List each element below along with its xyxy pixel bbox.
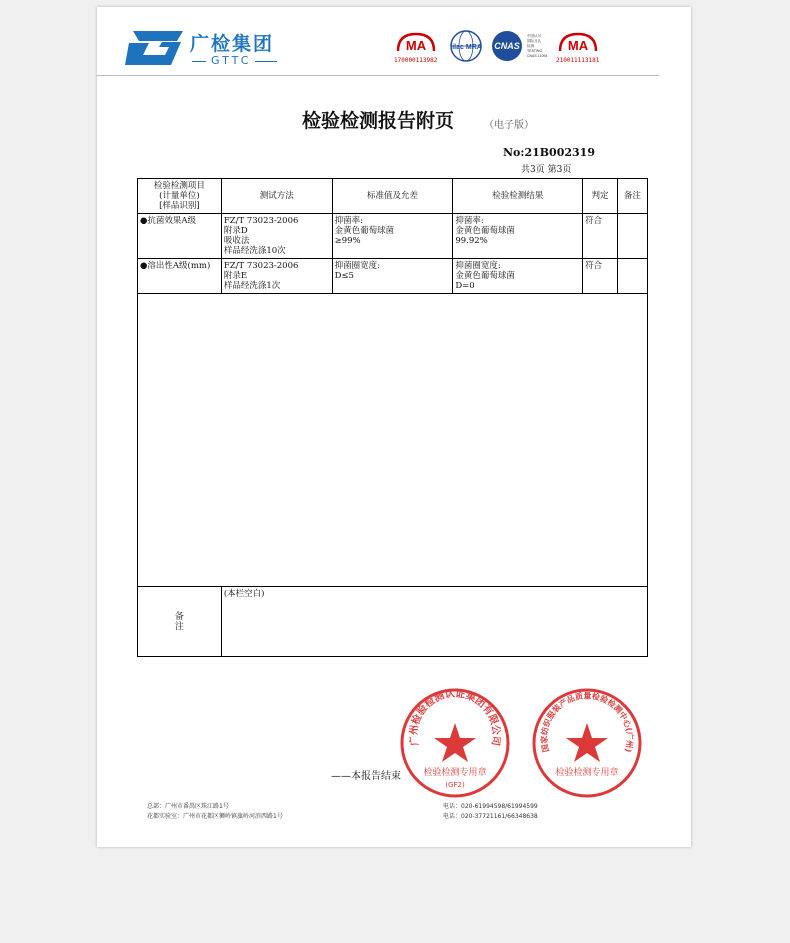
- seal1-ring-text: 广州检验检测认证集团有限公司: [408, 688, 502, 747]
- remarks-label: [138, 587, 222, 657]
- cma-number-2: 210011113181: [556, 57, 600, 64]
- report-number: No:21B002319: [503, 146, 595, 159]
- header-judgment: 判定: [583, 179, 618, 214]
- remarks-row: [138, 587, 648, 657]
- svg-text:检测: 检测: [527, 44, 534, 48]
- logo-divider-right: [255, 61, 277, 62]
- seal1-code: (GF2): [445, 781, 465, 789]
- seal1-sub: 检验检测专用章: [423, 768, 487, 778]
- ilac-cnas-mark: [449, 29, 555, 67]
- footer-hq: 总部：广州市番禺区珠江路1号: [147, 803, 229, 810]
- cma-mark-1: [395, 31, 437, 59]
- blank-area: [138, 294, 648, 587]
- table-header-row: [138, 179, 648, 214]
- results-table: [137, 178, 648, 657]
- cell-item: ●溶出性A级(mm): [138, 259, 222, 294]
- cma-icon: [395, 31, 437, 55]
- svg-text:国际互认: 国际互认: [527, 39, 541, 43]
- gttc-logo-icon: [125, 27, 185, 69]
- cell-standard: 抑菌率: 金黄色葡萄球菌 ≥99%: [332, 214, 453, 259]
- cell-standard: 抑菌圈宽度: D≤5: [332, 259, 453, 294]
- seal2-sub: 检验检测专用章: [555, 768, 619, 778]
- table-row: [138, 214, 648, 259]
- cma-mark-2: [557, 31, 599, 59]
- svg-text:中国认可: 中国认可: [527, 34, 541, 38]
- cnas-label: CNAS: [494, 41, 520, 51]
- remarks-label-bottom: 注: [174, 621, 184, 632]
- header-item: 检验检测项目 (计量单位) [样品识别]: [138, 179, 222, 214]
- blank-area-row: [138, 294, 648, 587]
- cell-result: 抑菌圈宽度: 金黄色葡萄球菌 D=0: [453, 259, 583, 294]
- remarks-label-top: 备: [174, 611, 184, 622]
- header-method: 测试方法: [221, 179, 332, 214]
- cma-label-2: MA: [567, 38, 589, 53]
- table-row: [138, 259, 648, 294]
- header-standard: 标准值及允差: [332, 179, 453, 214]
- footer-tel1: 电话：020-61994598/61994599: [443, 803, 538, 810]
- report-subtitle: （电子版）: [484, 120, 534, 131]
- cell-remark: [618, 214, 648, 259]
- cma-number-1: 170000113982: [394, 57, 438, 64]
- cma-label-1: MA: [405, 38, 427, 53]
- ilac-label: ilac MRA: [452, 44, 482, 51]
- company-name-cn: 广检集团: [190, 33, 275, 55]
- cell-result: 抑菌率: 金黄色葡萄球菌 99.92%: [453, 214, 583, 259]
- svg-text:CNAS L1094: CNAS L1094: [527, 54, 548, 58]
- header-divider: [97, 75, 659, 76]
- logo-divider-left: [192, 61, 206, 62]
- cell-method: FZ/T 73023-2006 附录E 样品经洗涤1次: [221, 259, 332, 294]
- cell-remark: [618, 259, 648, 294]
- header-result: 检验检测结果: [453, 179, 583, 214]
- company-name-en: GTTC: [211, 54, 252, 67]
- footer-tel2: 电话：020-37721161/66348638: [443, 813, 538, 820]
- footer-lab: 花都实验室：广州市花都区狮岭镇旗岭河滨西路1号: [147, 813, 283, 820]
- report-end-text: ——本报告结束: [331, 771, 401, 782]
- svg-text:TESTING: TESTING: [527, 49, 543, 53]
- cell-item: ●抗菌效果A级: [138, 214, 222, 259]
- page-info: 共3页 第3页: [521, 165, 572, 175]
- center-seal-icon: [531, 687, 643, 799]
- footer-addresses: [147, 802, 283, 822]
- cell-method: FZ/T 73023-2006 附录D 吸收法 样品经洗涤10次: [221, 214, 332, 259]
- company-seal-icon: [399, 687, 511, 799]
- header-remark: 备注: [618, 179, 648, 214]
- footer-phones: [443, 802, 538, 822]
- cma-icon: [557, 31, 599, 55]
- seal2-ring-text: 国家纺织服装产品质量检验检测中心(广州): [539, 691, 635, 754]
- cell-judgment: 符合: [583, 259, 618, 294]
- cell-judgment: 符合: [583, 214, 618, 259]
- report-title: 检验检测报告附页: [302, 110, 455, 132]
- remarks-text: (本栏空白): [221, 587, 647, 657]
- report-page: [97, 7, 691, 847]
